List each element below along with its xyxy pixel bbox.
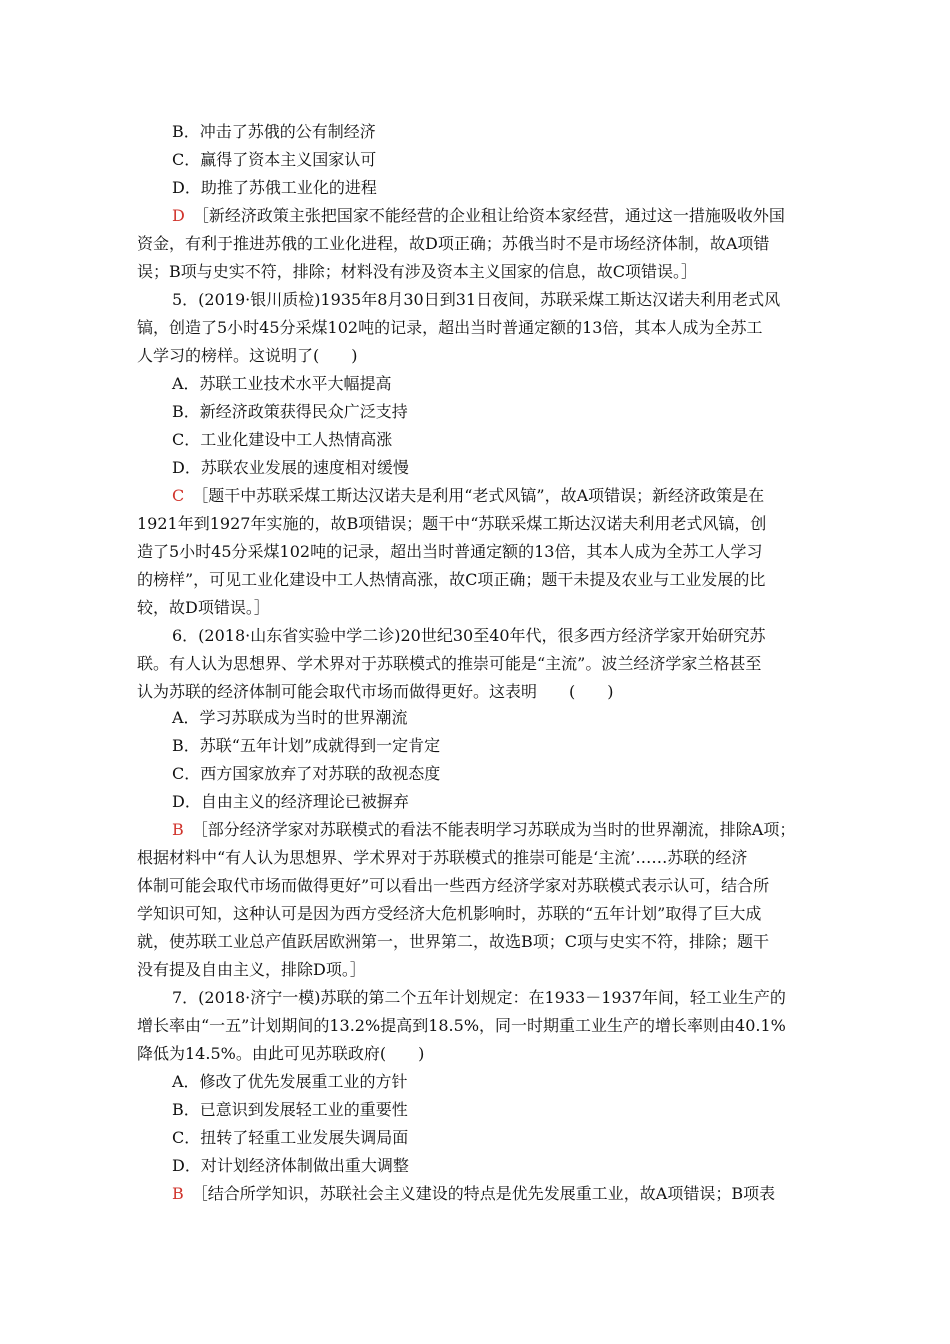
q7-explanation-0: ［结合所学知识，苏联社会主义建设的特点是优先发展重工业，故A项错误；B项表: [191, 1184, 776, 1203]
q5-explanation-4: 较，故D项错误。］: [137, 598, 270, 617]
q7-option-d: D．对计划经济体制做出重大调整: [172, 1156, 409, 1175]
q4-answer: D: [172, 206, 185, 225]
q6-stem-0: 6．(2018·山东省实验中学二诊)20世纪30至40年代，很多西方经济学家开始研究苏: [172, 626, 766, 645]
q4-explanation-2: 误；B项与史实不符，排除；材料没有涉及资本主义国家的信息，故C项错误。］: [137, 262, 698, 281]
q4-explanation-0: ［新经济政策主张把国家不能经营的企业租让给资本家经营，通过这一措施吸收外国: [192, 206, 785, 225]
q6-explanation-3: 学知识可知，这种认可是因为西方受经济大危机影响时，苏联的“五年计划”取得了巨大成: [137, 904, 762, 923]
q5-option-a: A．苏联工业技术水平大幅提高: [172, 374, 392, 393]
q7-option-b: B．已意识到发展轻工业的重要性: [172, 1100, 408, 1119]
q7-answer-line: [172, 1183, 775, 1205]
q5-stem-1: 镐，创造了5小时45分采煤102吨的记录，超出当时普通定额的13倍，其本人成为全苏工: [137, 318, 763, 337]
q5-stem-0: 5．(2019·银川质检)1935年8月30日到31日夜间，苏联采煤工斯达汉诺夫利用老式风: [172, 290, 781, 309]
q7-stem-2: 降低为14.5%。由此可见苏联政府( ): [137, 1044, 425, 1063]
q5-explanation-2: 造了5小时45分采煤102吨的记录，超出当时普通定额的13倍，其本人成为全苏工人学习: [137, 542, 763, 561]
q6-option-c: C．西方国家放弃了对苏联的敌视态度: [172, 764, 441, 783]
q6-stem-2: 认为苏联的经济体制可能会取代市场而做得更好。这表明 ( ): [137, 682, 614, 701]
q5-option-c: C．工业化建设中工人热情高涨: [172, 430, 393, 449]
q6-stem-1: 联。有人认为思想界、学术界对于苏联模式的推崇可能是“主流”。波兰经济学家兰格甚至: [137, 654, 762, 673]
q4-option-b: B．冲击了苏俄的公有制经济: [172, 122, 376, 141]
q4-option-d: D．助推了苏俄工业化的进程: [172, 178, 377, 197]
q5-explanation-3: 的榜样”，可见工业化建设中工人热情高涨，故C项正确；题干未提及农业与工业发展的比: [137, 570, 766, 589]
q5-answer-line: [172, 485, 764, 507]
q6-option-d: D．自由主义的经济理论已被摒弃: [172, 792, 409, 811]
q5-stem-2: 人学习的榜样。这说明了( ): [137, 346, 358, 365]
q4-option-c: C．赢得了资本主义国家认可: [172, 150, 377, 169]
q7-answer: B: [172, 1184, 184, 1203]
q6-explanation-0: ［部分经济学家对苏联模式的看法不能表明学习苏联成为当时的世界潮流，排除A项；: [191, 820, 796, 839]
q6-answer: B: [172, 820, 184, 839]
q7-option-a: A．修改了优先发展重工业的方针: [172, 1072, 408, 1091]
q6-option-b: B．苏联“五年计划”成就得到一定肯定: [172, 736, 441, 755]
q7-option-c: C．扭转了轻重工业发展失调局面: [172, 1128, 409, 1147]
q6-option-a: A．学习苏联成为当时的世界潮流: [172, 708, 408, 727]
q5-answer: C: [172, 486, 185, 505]
q5-option-b: B．新经济政策获得民众广泛支持: [172, 402, 408, 421]
q4-answer-line: [172, 205, 785, 227]
q4-explanation-1: 资金，有利于推进苏俄的工业化进程，故D项正确；苏俄当时不是市场经济体制，故A项错: [137, 234, 770, 253]
q5-explanation-0: ［题干中苏联采煤工斯达汉诺夫是利用“老式风镐”，故A项错误；新经济政策是在: [192, 486, 765, 505]
q6-explanation-4: 就，使苏联工业总产值跃居欧洲第一，世界第二，故选B项；C项与史实不符，排除；题干: [137, 932, 770, 951]
q5-option-d: D．苏联农业发展的速度相对缓慢: [172, 458, 409, 477]
q6-explanation-5: 没有提及自由主义，排除D项。］: [137, 960, 366, 979]
q6-answer-line: [172, 819, 795, 841]
q5-explanation-1: 1921年到1927年实施的，故B项错误；题干中“苏联采煤工斯达汉诺夫利用老式风镐，创: [137, 514, 767, 533]
q7-stem-1: 增长率由“一五”计划期间的13.2%提高到18.5%，同一时期重工业生产的增长率则由40.1%: [137, 1016, 786, 1035]
q6-explanation-1: 根据材料中“有人认为思想界、学术界对于苏联模式的推崇可能是‘主流’……苏联的经济: [137, 848, 748, 867]
q7-stem-0: 7．(2018·济宁一模)苏联的第二个五年计划规定：在1933－1937年间，轻工业生产的: [172, 988, 786, 1007]
q6-explanation-2: 体制可能会取代市场而做得更好”可以看出一些西方经济学家对苏联模式表示认可，结合所: [137, 876, 770, 895]
